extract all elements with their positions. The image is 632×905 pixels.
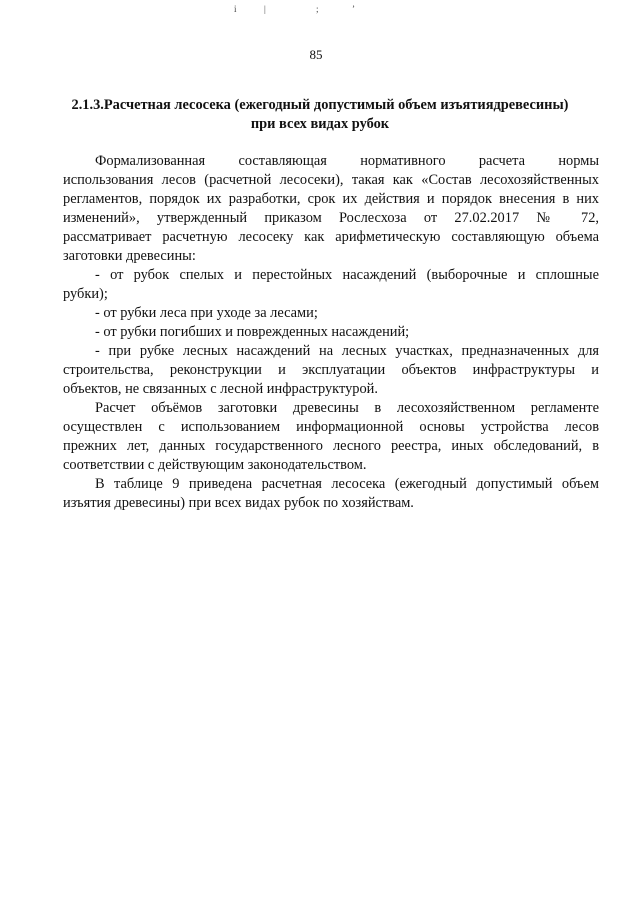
text-line: рубки); (63, 286, 108, 302)
text-line: строительства, реконструкции и эксплуатации объектов инфраструктуры и (63, 362, 599, 378)
text-line: - от рубки леса при уходе за лесами; (95, 305, 318, 321)
paragraph (63, 323, 599, 342)
text-line: В таблице 9 приведена расчетная лесосека (ежегодный допустимый объем (95, 476, 599, 492)
text-line: - от рубок спелых и перестойных насаждений (выборочные и сплошные (95, 267, 599, 283)
text-line: объектов, не связанных с лесной инфраструктурой. (63, 381, 378, 397)
scan-mark: | (264, 4, 266, 14)
section-heading-line: при всех видах рубок (250, 116, 390, 132)
page-number: 85 (309, 47, 323, 62)
paragraph (63, 304, 599, 323)
text-line: прежних лет, данных государственного лесного реестра, иных обследований, в (63, 438, 599, 454)
section-heading (40, 96, 600, 134)
document-body (63, 152, 599, 513)
paragraph (63, 342, 599, 399)
text-line: Формализованная составляющая нормативного расчета нормы (95, 153, 599, 169)
text-line: изменений», утвержденный приказом Рослесхоза от 27.02.2017 № 72, (63, 210, 599, 226)
text-line: изъятия древесины) при всех видах рубок по хозяйствам. (63, 495, 414, 511)
text-line: осуществлен с использованием информационной основы устройства лесов (63, 419, 599, 435)
text-line: рассматривает расчетную лесосеку как арифметическую составляющую объема (63, 229, 599, 245)
section-heading-line: 2.1.3.Расчетная лесосека (ежегодный допустимый объем изъятиядревесины) (71, 97, 569, 113)
text-line: заготовки древесины: (63, 248, 196, 264)
text-line: регламентов, порядок их разработки, срок их действия и порядок внесения в них (63, 191, 599, 207)
paragraph (63, 152, 599, 266)
paragraph (63, 399, 599, 475)
text-line: соответствии с действующим законодательством. (63, 457, 367, 473)
scan-mark: i (234, 4, 237, 14)
scan-mark: ; (316, 4, 319, 14)
text-line: - от рубки погибших и поврежденных насаждений; (95, 324, 410, 340)
text-line: использования лесов (расчетной лесосеки), такая как «Состав лесохозяйственных (63, 172, 599, 188)
scan-marks (0, 4, 632, 18)
text-line: - при рубке лесных насаждений на лесных участках, предназначенных для (95, 343, 599, 359)
paragraph (63, 266, 599, 304)
paragraph (63, 475, 599, 513)
text-line: Расчет объёмов заготовки древесины в лесохозяйственном регламенте (95, 400, 599, 416)
scan-mark: ’ (352, 4, 355, 14)
